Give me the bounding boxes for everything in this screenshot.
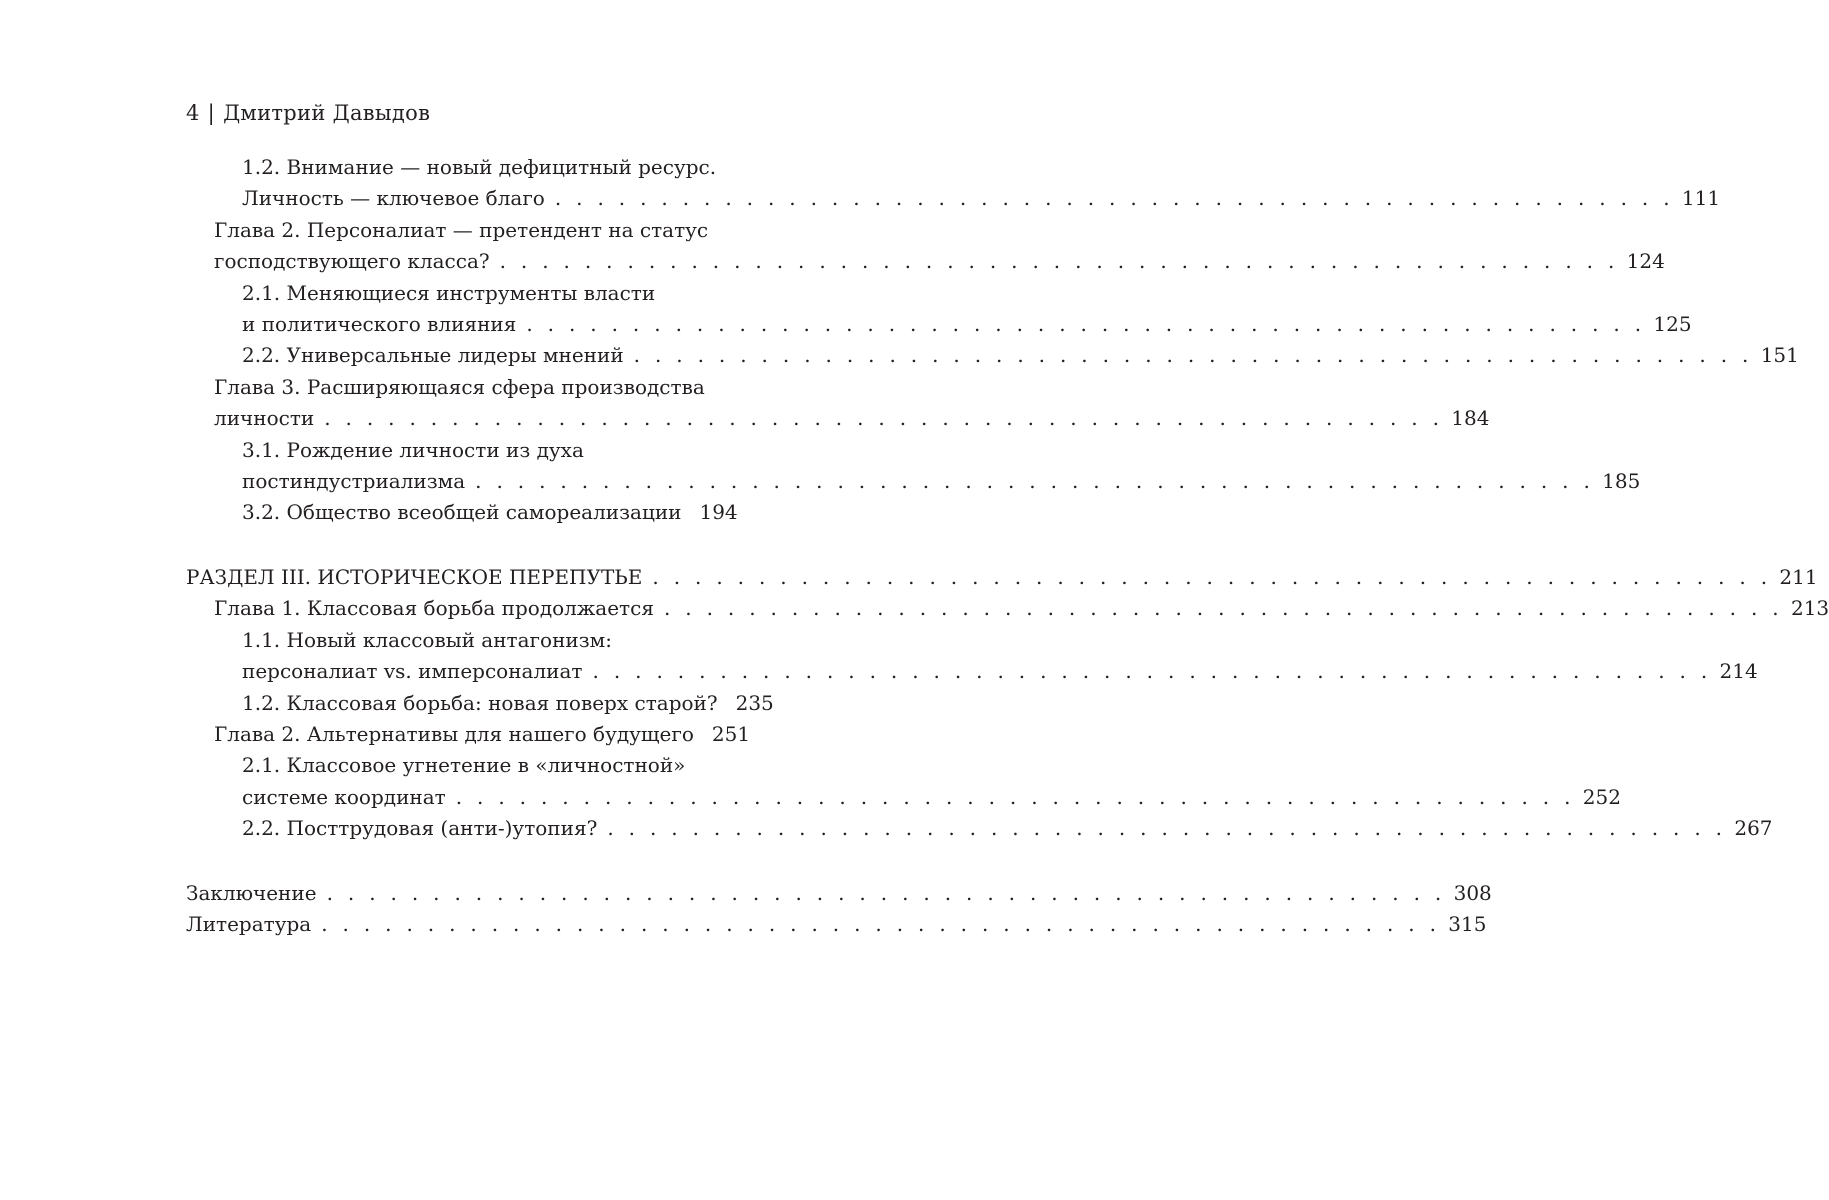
toc-entry-title: РАЗДЕЛ III. ИСТОРИЧЕСКОЕ ПЕРЕПУТЬЕ (186, 564, 643, 589)
toc-entry-title-line: Глава 3. Расширяющаяся сфера производства (214, 374, 705, 399)
toc-entry-bibliography[interactable] (186, 909, 1487, 940)
toc-entry-chapter-3-sphere[interactable] (186, 372, 1490, 435)
table-of-contents (186, 152, 1829, 940)
toc-entry-page: 125 (1653, 312, 1692, 337)
toc-entry-conclusion[interactable] (186, 878, 1492, 909)
toc-entry-part-3[interactable] (186, 562, 1818, 593)
running-head (186, 101, 430, 125)
toc-entry-section-2-1-oppression[interactable] (186, 750, 1621, 813)
toc-entry-page: 185 (1602, 469, 1641, 494)
toc-entry-page: 267 (1734, 816, 1773, 841)
toc-entry-page: 194 (699, 500, 738, 525)
toc-entry-section-2-2-utopia[interactable] (186, 813, 1773, 844)
toc-entry-title-line: 1.2. Внимание — новый дефицитный ресурс. (242, 155, 717, 179)
toc-entry-title: системе координат (242, 784, 446, 809)
dot-leader: . . . . . . . . . . . . . . . . . . . . . . . . . . . . . . . . . . . . . . . . . . . . . . . . . . . . . (663, 596, 1783, 621)
toc-entry-page: 213 (1790, 596, 1829, 621)
page-number: 4 (186, 101, 200, 125)
toc-entry-page: 308 (1453, 880, 1492, 905)
dot-leader: . . . . . . . . . . . . . . . . . . . . . . . . . . . . . . . . . . . . . . . . . . . . . . . . . . . . . (633, 343, 1753, 368)
dot-leader: . . . . . . . . . . . . . . . . . . . . . . . . . . . . . . . . . . . . . . . . . . . . . . . . . . . . . (475, 469, 1595, 494)
dot-leader: . . . . . . . . . . . . . . . . . . . . . . . . . . . . . . . . . . . . . . . . . . . . . . . . . . . . . (652, 564, 1772, 589)
toc-entry-title-line: 3.1. Рождение личности из духа (242, 437, 584, 462)
toc-entry-title-line: 1.1. Новый классовый антагонизм: (242, 627, 612, 652)
toc-entry-page: 211 (1779, 564, 1818, 589)
toc-entry-page: 111 (1681, 186, 1721, 211)
toc-entry-chapter-1-class-struggle[interactable] (186, 593, 1829, 624)
dot-leader: . . . . . . . . . . . . . . . . . . . . . . . . . . . . . . . . . . . . . . . . . . . . . . . . . . . . . (455, 784, 1575, 809)
toc-entry-page: 315 (1448, 911, 1487, 936)
toc-entry-title: 3.2. Общество всеобщей самореализации (242, 500, 682, 525)
toc-entry-page: 184 (1451, 406, 1490, 431)
toc-entry-chapter-2-alternatives[interactable] (186, 719, 751, 750)
toc-entry-title: и политического влияния (242, 312, 517, 337)
dot-leader: . . . . . . . . . . . . . . . . . . . . . . . . . . . . . . . . . . . . . . . . . . . . . . . . . . . . . (324, 406, 1444, 431)
dot-leader: . . . . . . . . . . . . . . . . . . . . . . . . . . . . . . . . . . . . . . . . . . . . . . . . . . . . . (526, 312, 1646, 337)
toc-entry-title: Глава 1. Классовая борьба продолжается (214, 596, 654, 621)
toc-entry-title: 1.2. Классовая борьба: новая поверх старой? (242, 690, 718, 715)
toc-entry-title: личности (214, 406, 315, 431)
toc-entry-title: Глава 2. Альтернативы для нашего будущего (214, 721, 694, 746)
toc-entry-title: 2.2. Универсальные лидеры мнений (242, 343, 624, 368)
dot-leader: . . . . . . . . . . . . . . . . . . . . . . . . . . . . . . . . . . . . . . . . . . . . . . . . . . . . . (499, 249, 1619, 274)
toc-entry-title-line: 2.1. Классовое угнетение в «личностной» (242, 753, 686, 778)
header-separator: | (207, 101, 216, 125)
dot-leader: . . . . . . . . . . . . . . . . . . . . . . . . . . . . . . . . . . . . . . . . . . . . . . . . . . . . . (326, 880, 1446, 905)
toc-entry-section-3-1-birth[interactable] (186, 435, 1641, 498)
toc-entry-title-line: Глава 2. Персоналиат — претендент на статус (214, 217, 709, 242)
toc-entry-page: 124 (1626, 249, 1665, 274)
toc-entry-title: постиндустриализма (242, 469, 466, 494)
toc-entry-page: 235 (735, 690, 774, 715)
toc-entry-title: персоналиат vs. имперсоналиат (242, 659, 583, 684)
toc-entry-title-line: 2.1. Меняющиеся инструменты власти (242, 280, 656, 305)
toc-entry-section-1-2-struggle[interactable] (186, 688, 774, 719)
toc-entry-title: 2.2. Посттрудовая (анти-)утопия? (242, 816, 598, 841)
toc-entry-chapter-2-personaliat[interactable] (186, 215, 1665, 278)
toc-entry-page: 251 (711, 721, 751, 746)
toc-entry-section-1-1-antagonism[interactable] (186, 625, 1758, 688)
author-name: Дмитрий Давыдов (223, 101, 431, 125)
toc-entry-section-2-1-power[interactable] (186, 278, 1692, 341)
toc-entry-section-1-2-attention[interactable] (186, 152, 1721, 215)
toc-entry-section-2-2-leaders[interactable] (186, 340, 1799, 371)
toc-entry-section-3-2-society[interactable] (186, 497, 738, 528)
dot-leader: . . . . . . . . . . . . . . . . . . . . . . . . . . . . . . . . . . . . . . . . . . . . . . . . . . . . . (607, 816, 1727, 841)
toc-entry-title: Заключение (186, 880, 317, 905)
toc-entry-title: Литература (186, 911, 312, 936)
toc-entry-page: 214 (1719, 659, 1758, 684)
dot-leader: . . . . . . . . . . . . . . . . . . . . . . . . . . . . . . . . . . . . . . . . . . . . . . . . . . . . . (592, 659, 1712, 684)
dot-leader: . . . . . . . . . . . . . . . . . . . . . . . . . . . . . . . . . . . . . . . . . . . . . . . . . . . . . (321, 911, 1441, 936)
toc-entry-title: Личность — ключевое благо (242, 186, 545, 211)
dot-leader: . . . . . . . . . . . . . . . . . . . . . . . . . . . . . . . . . . . . . . . . . . . . . . . . . . . . . (554, 186, 1674, 211)
toc-entry-title: господствующего класса? (214, 249, 490, 274)
toc-entry-page: 151 (1760, 343, 1799, 368)
toc-entry-page: 252 (1582, 784, 1621, 809)
